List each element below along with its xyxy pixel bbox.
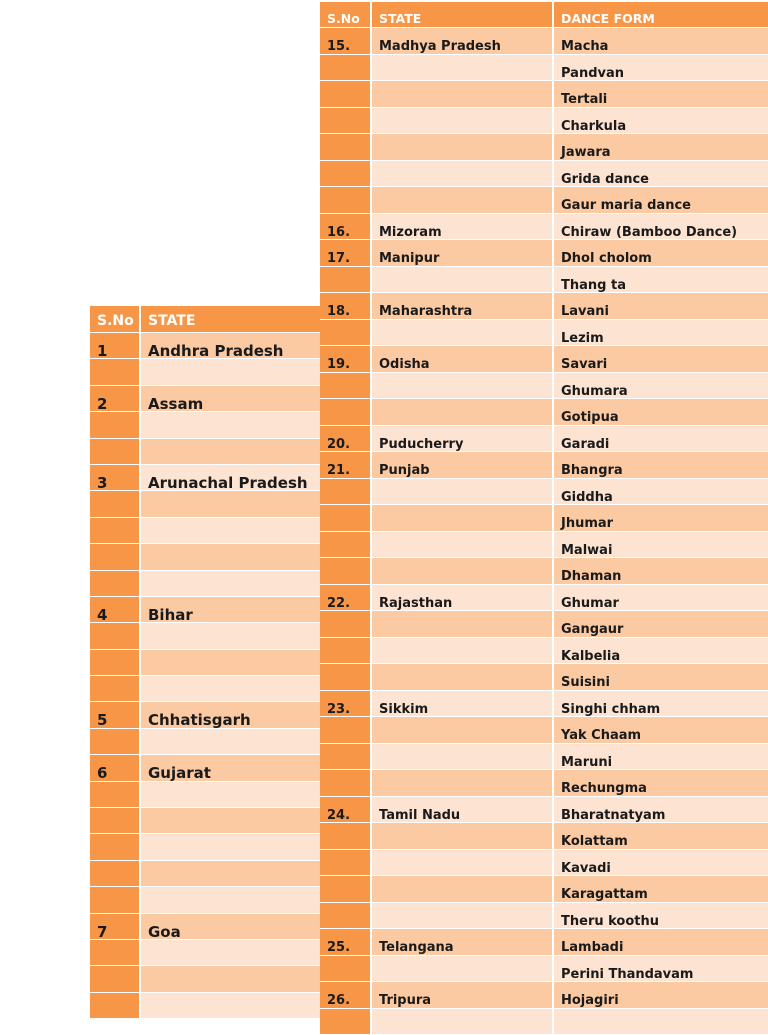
- cell-sno: 7: [90, 914, 141, 940]
- table-row: [90, 702, 320, 728]
- cell-dance: Tertali: [554, 81, 768, 108]
- table-row: [320, 797, 768, 824]
- cell-dance: Malwai: [554, 532, 768, 559]
- table-row: [90, 782, 320, 808]
- table-row: [90, 914, 320, 940]
- cell-sno: [320, 823, 372, 850]
- cell-dance: Giddha: [554, 479, 768, 506]
- cell-state: [372, 744, 554, 771]
- cell-sno: [90, 782, 141, 808]
- cell-dance: Perini Thandavam: [554, 956, 768, 983]
- cell-state: Odisha: [372, 346, 554, 373]
- cell-sno: 15.: [320, 28, 372, 55]
- table-row: [320, 585, 768, 612]
- table-row: [320, 293, 768, 320]
- cell-sno: 25.: [320, 929, 372, 956]
- cell-state: [372, 479, 554, 506]
- cell-state: Punjab: [372, 452, 554, 479]
- cell-state: [372, 373, 554, 400]
- cell-sno: [320, 320, 372, 347]
- table-row: [320, 982, 768, 1009]
- cell-sno: [320, 664, 372, 691]
- cell-sno: [320, 876, 372, 903]
- cell-state: [141, 676, 320, 702]
- cell-sno: [320, 134, 372, 161]
- cell-sno: [320, 161, 372, 188]
- cell-sno: 23.: [320, 691, 372, 718]
- cell-state: [372, 505, 554, 532]
- cell-state: Telangana: [372, 929, 554, 956]
- cell-state: [141, 808, 320, 834]
- cell-state: [141, 782, 320, 808]
- cell-sno: [320, 187, 372, 214]
- cell-state: [372, 399, 554, 426]
- cell-sno: [320, 373, 372, 400]
- cell-state: Mizoram: [372, 214, 554, 241]
- table-row: [320, 1009, 768, 1035]
- cell-state: [141, 834, 320, 860]
- table-row: [90, 808, 320, 834]
- table-row: [320, 770, 768, 797]
- cell-state: [372, 187, 554, 214]
- cell-state: [372, 134, 554, 161]
- cell-sno: 3: [90, 465, 141, 491]
- cell-sno: [320, 903, 372, 930]
- table-row: [320, 744, 768, 771]
- cell-dance: Kolattam: [554, 823, 768, 850]
- table-row: [90, 993, 320, 1019]
- table-row: [90, 412, 320, 438]
- table-row: [90, 861, 320, 887]
- table-row: [320, 717, 768, 744]
- cell-sno: [320, 744, 372, 771]
- cell-state: [141, 993, 320, 1019]
- table-row: [320, 426, 768, 453]
- cell-state: [141, 650, 320, 676]
- table-header: [320, 2, 768, 28]
- cell-state: Goa: [141, 914, 320, 940]
- cell-sno: 24.: [320, 797, 372, 824]
- table-row: [90, 491, 320, 517]
- cell-dance: Lezim: [554, 320, 768, 347]
- cell-dance: Kavadi: [554, 850, 768, 877]
- table-row: [90, 834, 320, 860]
- cell-state: Arunachal Pradesh: [141, 465, 320, 491]
- cell-sno: 2: [90, 386, 141, 412]
- table-row: [320, 823, 768, 850]
- cell-sno: [90, 861, 141, 887]
- table-row: [90, 650, 320, 676]
- table-row: [90, 439, 320, 465]
- cell-dance: Rechungma: [554, 770, 768, 797]
- cell-sno: [320, 532, 372, 559]
- cell-dance: Hojagiri: [554, 982, 768, 1009]
- cell-state: [141, 491, 320, 517]
- cell-state: [372, 108, 554, 135]
- cell-sno: [90, 993, 141, 1019]
- cell-state: [372, 267, 554, 294]
- cell-state: [372, 532, 554, 559]
- cell-state: Tripura: [372, 982, 554, 1009]
- cell-sno: 26.: [320, 982, 372, 1009]
- cell-state: [141, 518, 320, 544]
- cell-dance: Jhumar: [554, 505, 768, 532]
- cell-dance: Ghumara: [554, 373, 768, 400]
- cell-dance: [554, 1009, 768, 1035]
- states-table: [90, 306, 320, 1019]
- cell-state: [141, 729, 320, 755]
- cell-state: [141, 623, 320, 649]
- table-row: [320, 876, 768, 903]
- cell-state: Bihar: [141, 597, 320, 623]
- cell-state: [372, 55, 554, 82]
- table-row: [320, 452, 768, 479]
- cell-sno: [320, 267, 372, 294]
- cell-dance: Savari: [554, 346, 768, 373]
- table-row: [90, 571, 320, 597]
- cell-sno: 1: [90, 333, 141, 359]
- cell-sno: 19.: [320, 346, 372, 373]
- cell-dance: Dhol cholom: [554, 240, 768, 267]
- table-row: [90, 940, 320, 966]
- cell-sno: [90, 571, 141, 597]
- table-row: [320, 108, 768, 135]
- cell-state: [372, 161, 554, 188]
- cell-sno: [90, 491, 141, 517]
- cell-sno: [320, 1009, 372, 1035]
- cell-sno: [320, 770, 372, 797]
- cell-state: [372, 638, 554, 665]
- cell-state: Tamil Nadu: [372, 797, 554, 824]
- cell-sno: 4: [90, 597, 141, 623]
- cell-state: [372, 81, 554, 108]
- table-row: [90, 597, 320, 623]
- cell-sno: [320, 108, 372, 135]
- table-row: [320, 399, 768, 426]
- cell-dance: Garadi: [554, 426, 768, 453]
- table-row: [90, 544, 320, 570]
- cell-sno: [90, 650, 141, 676]
- cell-sno: [90, 834, 141, 860]
- cell-state: [372, 1009, 554, 1035]
- table-row: [320, 346, 768, 373]
- table-row: [320, 55, 768, 82]
- cell-sno: [90, 439, 141, 465]
- cell-dance: Yak Chaam: [554, 717, 768, 744]
- table-row: [320, 956, 768, 983]
- table-body: [90, 333, 320, 1019]
- cell-state: Maharashtra: [372, 293, 554, 320]
- cell-state: Chhatisgarh: [141, 702, 320, 728]
- cell-sno: [90, 887, 141, 913]
- table-row: [320, 214, 768, 241]
- table-row: [320, 28, 768, 55]
- cell-state: Rajasthan: [372, 585, 554, 612]
- cell-state: [141, 861, 320, 887]
- table-row: [90, 755, 320, 781]
- table-row: [90, 623, 320, 649]
- cell-state: [141, 544, 320, 570]
- table-row: [320, 638, 768, 665]
- cell-dance: Dhaman: [554, 558, 768, 585]
- cell-sno: 5: [90, 702, 141, 728]
- cell-sno: [90, 676, 141, 702]
- cell-dance: Ghumar: [554, 585, 768, 612]
- table-row: [320, 267, 768, 294]
- table-row: [90, 676, 320, 702]
- cell-state: [372, 823, 554, 850]
- table-row: [320, 320, 768, 347]
- cell-dance: Chiraw (Bamboo Dance): [554, 214, 768, 241]
- cell-state: [372, 903, 554, 930]
- cell-sno: 6: [90, 755, 141, 781]
- cell-state: [372, 664, 554, 691]
- table-row: [320, 532, 768, 559]
- cell-sno: [320, 505, 372, 532]
- cell-sno: [320, 611, 372, 638]
- cell-dance: Theru koothu: [554, 903, 768, 930]
- cell-state: [141, 412, 320, 438]
- cell-sno: [90, 544, 141, 570]
- cell-dance: Bhangra: [554, 452, 768, 479]
- cell-sno: [320, 956, 372, 983]
- cell-sno: 22.: [320, 585, 372, 612]
- table-row: [90, 386, 320, 412]
- table-row: [320, 505, 768, 532]
- cell-dance: Charkula: [554, 108, 768, 135]
- table-row: [320, 134, 768, 161]
- table-row: [90, 359, 320, 385]
- table-row: [90, 465, 320, 491]
- cell-sno: [90, 808, 141, 834]
- cell-sno: [90, 623, 141, 649]
- table-row: [320, 611, 768, 638]
- dance-forms-table: [320, 2, 768, 1035]
- cell-state: [141, 966, 320, 992]
- table-row: [90, 729, 320, 755]
- cell-state: [141, 439, 320, 465]
- cell-dance: Lavani: [554, 293, 768, 320]
- cell-sno: [90, 359, 141, 385]
- header-state: STATE: [141, 306, 320, 333]
- header-sno: S.No: [320, 2, 372, 28]
- cell-dance: Singhi chham: [554, 691, 768, 718]
- cell-state: [372, 956, 554, 983]
- cell-state: [372, 850, 554, 877]
- header-dance-form: DANCE FORM: [554, 2, 768, 28]
- cell-sno: [90, 518, 141, 544]
- cell-state: Manipur: [372, 240, 554, 267]
- header-state: STATE: [372, 2, 554, 28]
- table-row: [90, 518, 320, 544]
- cell-sno: [320, 638, 372, 665]
- cell-state: Andhra Pradesh: [141, 333, 320, 359]
- cell-dance: Gotipua: [554, 399, 768, 426]
- cell-dance: Macha: [554, 28, 768, 55]
- cell-state: [141, 887, 320, 913]
- table-row: [320, 850, 768, 877]
- cell-state: [141, 359, 320, 385]
- cell-sno: [320, 850, 372, 877]
- table-row: [90, 333, 320, 359]
- cell-sno: 16.: [320, 214, 372, 241]
- cell-dance: Pandvan: [554, 55, 768, 82]
- cell-dance: Jawara: [554, 134, 768, 161]
- cell-sno: [320, 81, 372, 108]
- cell-dance: Suisini: [554, 664, 768, 691]
- table-row: [320, 691, 768, 718]
- cell-sno: 21.: [320, 452, 372, 479]
- cell-state: Puducherry: [372, 426, 554, 453]
- cell-state: [141, 940, 320, 966]
- cell-state: [372, 611, 554, 638]
- cell-state: Madhya Pradesh: [372, 28, 554, 55]
- cell-sno: [90, 412, 141, 438]
- cell-sno: [320, 399, 372, 426]
- table-row: [320, 187, 768, 214]
- table-row: [320, 929, 768, 956]
- cell-state: Sikkim: [372, 691, 554, 718]
- table-row: [320, 558, 768, 585]
- cell-state: [141, 571, 320, 597]
- table-row: [90, 887, 320, 913]
- cell-dance: Lambadi: [554, 929, 768, 956]
- table-row: [320, 903, 768, 930]
- cell-dance: Grida dance: [554, 161, 768, 188]
- cell-sno: [320, 55, 372, 82]
- cell-dance: Bharatnatyam: [554, 797, 768, 824]
- cell-state: Assam: [141, 386, 320, 412]
- cell-state: [372, 770, 554, 797]
- header-sno: S.No: [90, 306, 141, 333]
- cell-dance: Thang ta: [554, 267, 768, 294]
- table-row: [320, 161, 768, 188]
- cell-sno: [320, 479, 372, 506]
- table-row: [320, 664, 768, 691]
- cell-state: [372, 876, 554, 903]
- cell-state: [372, 717, 554, 744]
- cell-sno: 20.: [320, 426, 372, 453]
- cell-sno: [320, 558, 372, 585]
- cell-state: Gujarat: [141, 755, 320, 781]
- cell-sno: [90, 966, 141, 992]
- cell-state: [372, 558, 554, 585]
- cell-state: [372, 320, 554, 347]
- cell-dance: Gangaur: [554, 611, 768, 638]
- cell-dance: Karagattam: [554, 876, 768, 903]
- table-row: [320, 240, 768, 267]
- table-row: [90, 966, 320, 992]
- cell-sno: 17.: [320, 240, 372, 267]
- cell-sno: [90, 729, 141, 755]
- cell-sno: [320, 717, 372, 744]
- cell-dance: Maruni: [554, 744, 768, 771]
- table-body: [320, 28, 768, 1035]
- cell-sno: [90, 940, 141, 966]
- table-row: [320, 479, 768, 506]
- cell-dance: Kalbelia: [554, 638, 768, 665]
- table-row: [320, 373, 768, 400]
- table-header: [90, 306, 320, 333]
- cell-dance: Gaur maria dance: [554, 187, 768, 214]
- cell-sno: 18.: [320, 293, 372, 320]
- table-row: [320, 81, 768, 108]
